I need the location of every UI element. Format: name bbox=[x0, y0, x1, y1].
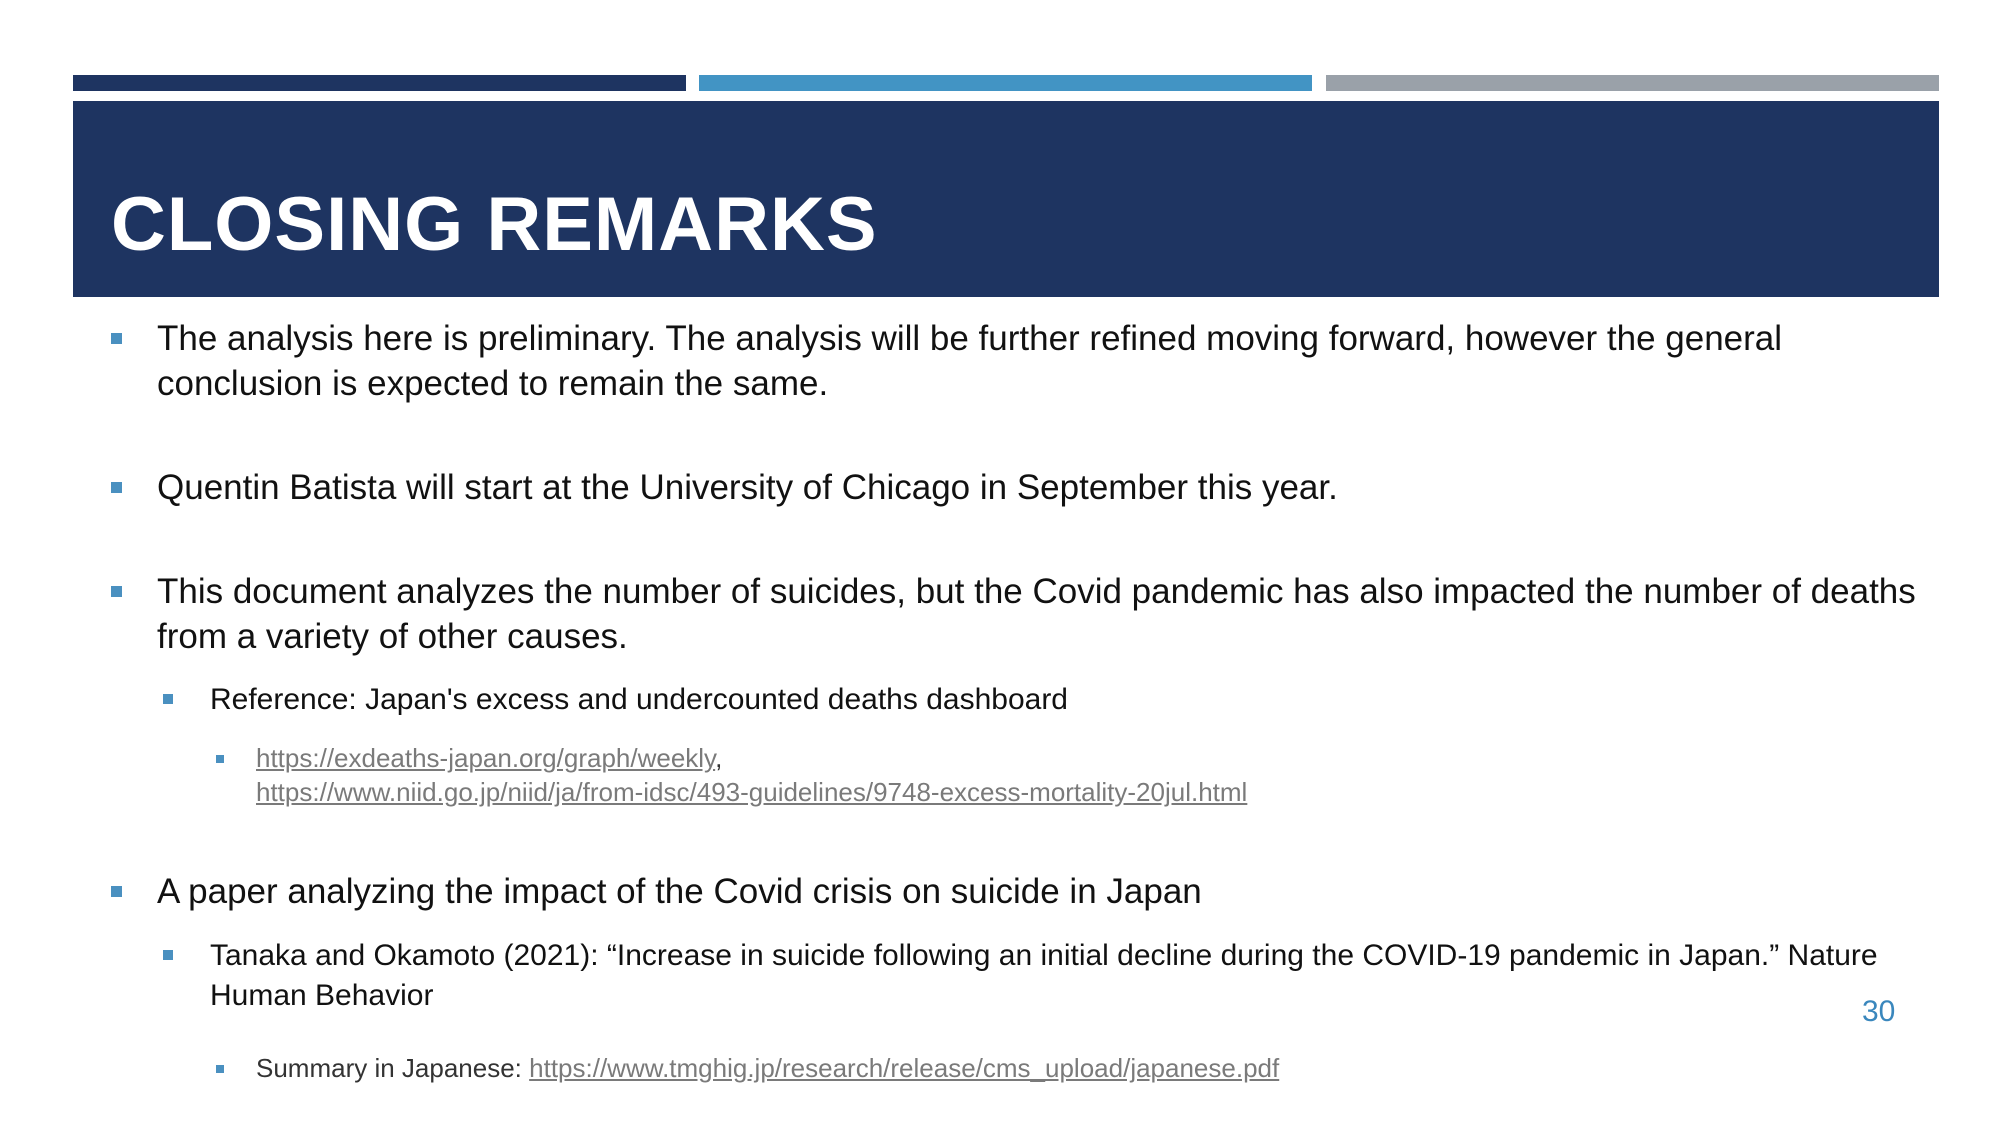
bullet-text: This document analyzes the number of suicides, but the Covid pandemic has also impacted the number of deaths from a variety of other causes. bbox=[157, 572, 1916, 656]
sub-bullet-text: Tanaka and Okamoto (2021): “Increase in suicide following an initial decline during the COVID-19 pandemic in Japan.” Nature Human Behavior bbox=[210, 939, 1878, 1012]
sub-sub-bullet-item bbox=[256, 1051, 1856, 1085]
bullet-square-icon bbox=[111, 482, 122, 493]
link-separator: , bbox=[715, 743, 723, 773]
bullet-item bbox=[157, 465, 1897, 510]
bullet-square-icon bbox=[111, 333, 122, 344]
bullet-square-icon bbox=[163, 950, 173, 960]
bullet-square-icon bbox=[163, 694, 173, 704]
sub-bullet-item bbox=[210, 936, 1910, 1016]
sub-sub-bullet-item bbox=[256, 741, 1856, 809]
bullet-text: The analysis here is preliminary. The analysis will be further refined moving forward, however the general conclusion is expected to remain the same. bbox=[157, 319, 1783, 403]
bullet-text: A paper analyzing the impact of the Covid crisis on suicide in Japan bbox=[157, 872, 1202, 911]
slide-title: CLOSING REMARKS bbox=[111, 182, 878, 267]
bullet-square-icon bbox=[111, 886, 122, 897]
page-number: 30 bbox=[1862, 995, 1896, 1028]
bullet-item bbox=[157, 869, 1897, 914]
exdeaths-link[interactable]: https://exdeaths-japan.org/graph/weekly bbox=[256, 743, 716, 773]
bullet-square-icon bbox=[216, 755, 224, 763]
bullet-item bbox=[157, 569, 1917, 659]
bullet-square-icon bbox=[216, 1065, 224, 1073]
sub-bullet-text: Reference: Japan's excess and undercounted deaths dashboard bbox=[210, 683, 1068, 716]
tmghig-link[interactable]: https://www.tmghig.jp/research/release/cms_upload/japanese.pdf bbox=[529, 1053, 1280, 1083]
bullet-text: Quentin Batista will start at the University of Chicago in September this year. bbox=[157, 468, 1338, 507]
niid-link[interactable]: https://www.niid.go.jp/niid/ja/from-idsc/493-guidelines/9748-excess-mortality-20jul.html bbox=[256, 777, 1248, 807]
bullet-item bbox=[157, 316, 1897, 406]
sub-bullet-item bbox=[210, 680, 1910, 720]
bullet-square-icon bbox=[111, 586, 122, 597]
summary-label: Summary in Japanese: bbox=[256, 1053, 530, 1083]
